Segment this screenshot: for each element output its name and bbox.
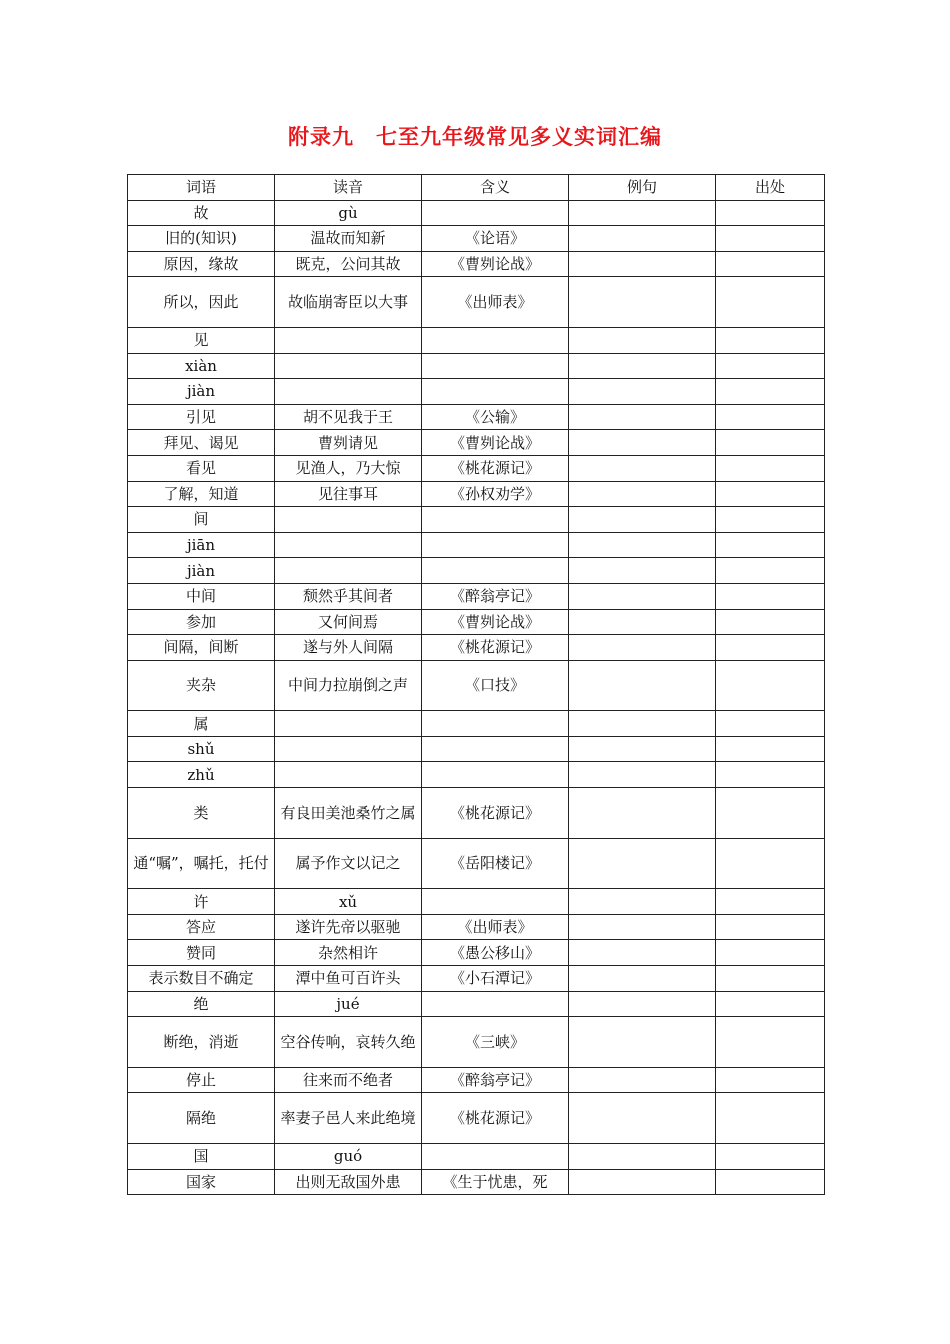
cell-meaning [422,1144,569,1170]
cell-example [569,430,716,456]
cell-word: 原因，缘故 [128,251,275,277]
cell-example [569,251,716,277]
column-header-word: 词语 [128,175,275,201]
cell-word: 停止 [128,1067,275,1093]
cell-source [716,660,825,711]
cell-meaning: 《桃花源记》 [422,788,569,839]
cell-pronunciation: 潭中鱼可百许头 [275,966,422,992]
table-row [128,277,825,328]
table-row [128,353,825,379]
cell-meaning [422,200,569,226]
cell-word: 故 [128,200,275,226]
cell-word: 国家 [128,1169,275,1195]
cell-meaning [422,991,569,1017]
cell-pronunciation: 颓然乎其间者 [275,583,422,609]
table-body [128,200,825,1195]
cell-meaning: 《出师表》 [422,277,569,328]
cell-word: 国 [128,1144,275,1170]
cell-word: 赞同 [128,940,275,966]
cell-word: 属 [128,711,275,737]
cell-meaning [422,889,569,915]
cell-word: 通“嘱”，嘱托，托付 [128,838,275,889]
cell-example [569,379,716,405]
table-row [128,226,825,252]
cell-source [716,762,825,788]
cell-source [716,200,825,226]
cell-example [569,1144,716,1170]
cell-example [569,583,716,609]
cell-word: 了解，知道 [128,481,275,507]
table-row [128,558,825,584]
cell-meaning: 《三峡》 [422,1017,569,1068]
table-header-row [128,175,825,201]
cell-source [716,736,825,762]
cell-example [569,404,716,430]
cell-source [716,914,825,940]
cell-meaning [422,532,569,558]
cell-word: 隔绝 [128,1093,275,1144]
cell-example [569,1093,716,1144]
table-row [128,635,825,661]
cell-pronunciation: jué [275,991,422,1017]
cell-example [569,889,716,915]
cell-word: 间 [128,507,275,533]
table-row [128,1067,825,1093]
cell-word: zhǔ [128,762,275,788]
cell-meaning: 《曹刿论战》 [422,430,569,456]
cell-meaning: 《论语》 [422,226,569,252]
cell-example [569,966,716,992]
cell-source [716,532,825,558]
cell-source [716,635,825,661]
cell-meaning: 《出师表》 [422,914,569,940]
table-row [128,660,825,711]
cell-word: 夹杂 [128,660,275,711]
cell-pronunciation [275,327,422,353]
cell-word: 许 [128,889,275,915]
cell-example [569,1169,716,1195]
cell-meaning: 《愚公移山》 [422,940,569,966]
cell-example [569,200,716,226]
cell-meaning: 《孙权劝学》 [422,481,569,507]
cell-word: 中间 [128,583,275,609]
cell-source [716,226,825,252]
cell-meaning: 《曹刿论战》 [422,609,569,635]
cell-pronunciation: guó [275,1144,422,1170]
table-row [128,404,825,430]
table-row [128,1093,825,1144]
cell-example [569,1017,716,1068]
table-row [128,788,825,839]
cell-meaning: 《醉翁亭记》 [422,1067,569,1093]
cell-example [569,507,716,533]
cell-source [716,889,825,915]
cell-word: 间隔，间断 [128,635,275,661]
cell-example [569,455,716,481]
cell-pronunciation: 见渔人，乃大惊 [275,455,422,481]
table-row [128,481,825,507]
cell-word: 答应 [128,914,275,940]
cell-meaning: 《岳阳楼记》 [422,838,569,889]
table-row [128,914,825,940]
column-header-example: 例句 [569,175,716,201]
cell-meaning: 《口技》 [422,660,569,711]
cell-example [569,558,716,584]
cell-pronunciation: 出则无敌国外患 [275,1169,422,1195]
table-row [128,762,825,788]
cell-source [716,711,825,737]
cell-meaning [422,762,569,788]
cell-source [716,404,825,430]
cell-pronunciation: 杂然相许 [275,940,422,966]
cell-word: xiàn [128,353,275,379]
cell-pronunciation [275,507,422,533]
cell-pronunciation: 遂与外人间隔 [275,635,422,661]
cell-meaning: 《桃花源记》 [422,635,569,661]
cell-meaning [422,327,569,353]
cell-example [569,838,716,889]
column-header-meaning: 含义 [422,175,569,201]
cell-source [716,991,825,1017]
cell-example [569,788,716,839]
cell-meaning [422,379,569,405]
table-row [128,327,825,353]
table-row [128,1144,825,1170]
table-row [128,838,825,889]
table-row [128,609,825,635]
cell-source [716,1144,825,1170]
cell-source [716,1169,825,1195]
cell-example [569,532,716,558]
cell-source [716,1017,825,1068]
cell-word: jiàn [128,558,275,584]
table-row [128,1169,825,1195]
cell-example [569,660,716,711]
cell-word: 断绝，消逝 [128,1017,275,1068]
table-row [128,889,825,915]
cell-source [716,966,825,992]
cell-pronunciation [275,736,422,762]
cell-pronunciation: 属予作文以记之 [275,838,422,889]
cell-word: 绝 [128,991,275,1017]
cell-source [716,251,825,277]
cell-example [569,609,716,635]
cell-meaning [422,353,569,379]
cell-source [716,1067,825,1093]
cell-word: jiàn [128,379,275,405]
cell-source [716,481,825,507]
cell-pronunciation: 故临崩寄臣以大事 [275,277,422,328]
cell-source [716,609,825,635]
cell-source [716,379,825,405]
cell-word: 引见 [128,404,275,430]
cell-source [716,940,825,966]
cell-meaning [422,711,569,737]
cell-example [569,327,716,353]
cell-source [716,838,825,889]
cell-source [716,583,825,609]
cell-source [716,788,825,839]
cell-pronunciation [275,532,422,558]
cell-example [569,914,716,940]
table-row [128,940,825,966]
cell-word: 看见 [128,455,275,481]
table-row [128,966,825,992]
cell-source [716,558,825,584]
cell-source [716,455,825,481]
cell-pronunciation: 空谷传响，哀转久绝 [275,1017,422,1068]
cell-word: 所以，因此 [128,277,275,328]
cell-pronunciation: 往来而不绝者 [275,1067,422,1093]
cell-source [716,507,825,533]
cell-word: 旧的(知识) [128,226,275,252]
cell-source [716,1093,825,1144]
column-header-source: 出处 [716,175,825,201]
cell-pronunciation: 又何间焉 [275,609,422,635]
cell-example [569,226,716,252]
cell-pronunciation [275,379,422,405]
cell-source [716,430,825,456]
cell-pronunciation: 既克，公问其故 [275,251,422,277]
table-row [128,991,825,1017]
cell-pronunciation [275,762,422,788]
cell-pronunciation: 胡不见我于王 [275,404,422,430]
cell-pronunciation: 温故而知新 [275,226,422,252]
page-title: 附录九 七至九年级常见多义实词汇编 [288,124,662,149]
cell-word: jiān [128,532,275,558]
cell-word: 参加 [128,609,275,635]
cell-pronunciation: 曹刿请见 [275,430,422,456]
table-row [128,532,825,558]
cell-pronunciation [275,558,422,584]
cell-meaning: 《生于忧患，死 [422,1169,569,1195]
cell-meaning: 《小石潭记》 [422,966,569,992]
table-row [128,251,825,277]
cell-source [716,327,825,353]
cell-word: shǔ [128,736,275,762]
table-row [128,583,825,609]
cell-word: 见 [128,327,275,353]
cell-example [569,762,716,788]
cell-meaning [422,558,569,584]
cell-meaning: 《公输》 [422,404,569,430]
cell-example [569,711,716,737]
vocabulary-table [127,174,825,1195]
cell-pronunciation: gù [275,200,422,226]
cell-example [569,635,716,661]
table-row [128,711,825,737]
cell-example [569,353,716,379]
cell-pronunciation: 有良田美池桑竹之属 [275,788,422,839]
table-row [128,430,825,456]
cell-pronunciation [275,711,422,737]
cell-word: 表示数目不确定 [128,966,275,992]
cell-meaning: 《桃花源记》 [422,455,569,481]
table-row [128,455,825,481]
cell-source [716,353,825,379]
table-row [128,1017,825,1068]
cell-example [569,1067,716,1093]
table-row [128,507,825,533]
cell-meaning: 《曹刿论战》 [422,251,569,277]
cell-source [716,277,825,328]
table-row [128,736,825,762]
cell-meaning [422,507,569,533]
cell-pronunciation [275,353,422,379]
cell-example [569,940,716,966]
cell-word: 类 [128,788,275,839]
cell-pronunciation: 率妻子邑人来此绝境 [275,1093,422,1144]
table-row [128,379,825,405]
cell-pronunciation: 见往事耳 [275,481,422,507]
column-header-pronunciation: 读音 [275,175,422,201]
cell-example [569,736,716,762]
cell-pronunciation: xǔ [275,889,422,915]
cell-meaning: 《醉翁亭记》 [422,583,569,609]
cell-example [569,277,716,328]
table-row [128,200,825,226]
cell-example [569,481,716,507]
cell-example [569,991,716,1017]
cell-meaning [422,736,569,762]
cell-pronunciation: 中间力拉崩倒之声 [275,660,422,711]
cell-pronunciation: 遂许先帝以驱驰 [275,914,422,940]
cell-meaning: 《桃花源记》 [422,1093,569,1144]
cell-word: 拜见、谒见 [128,430,275,456]
